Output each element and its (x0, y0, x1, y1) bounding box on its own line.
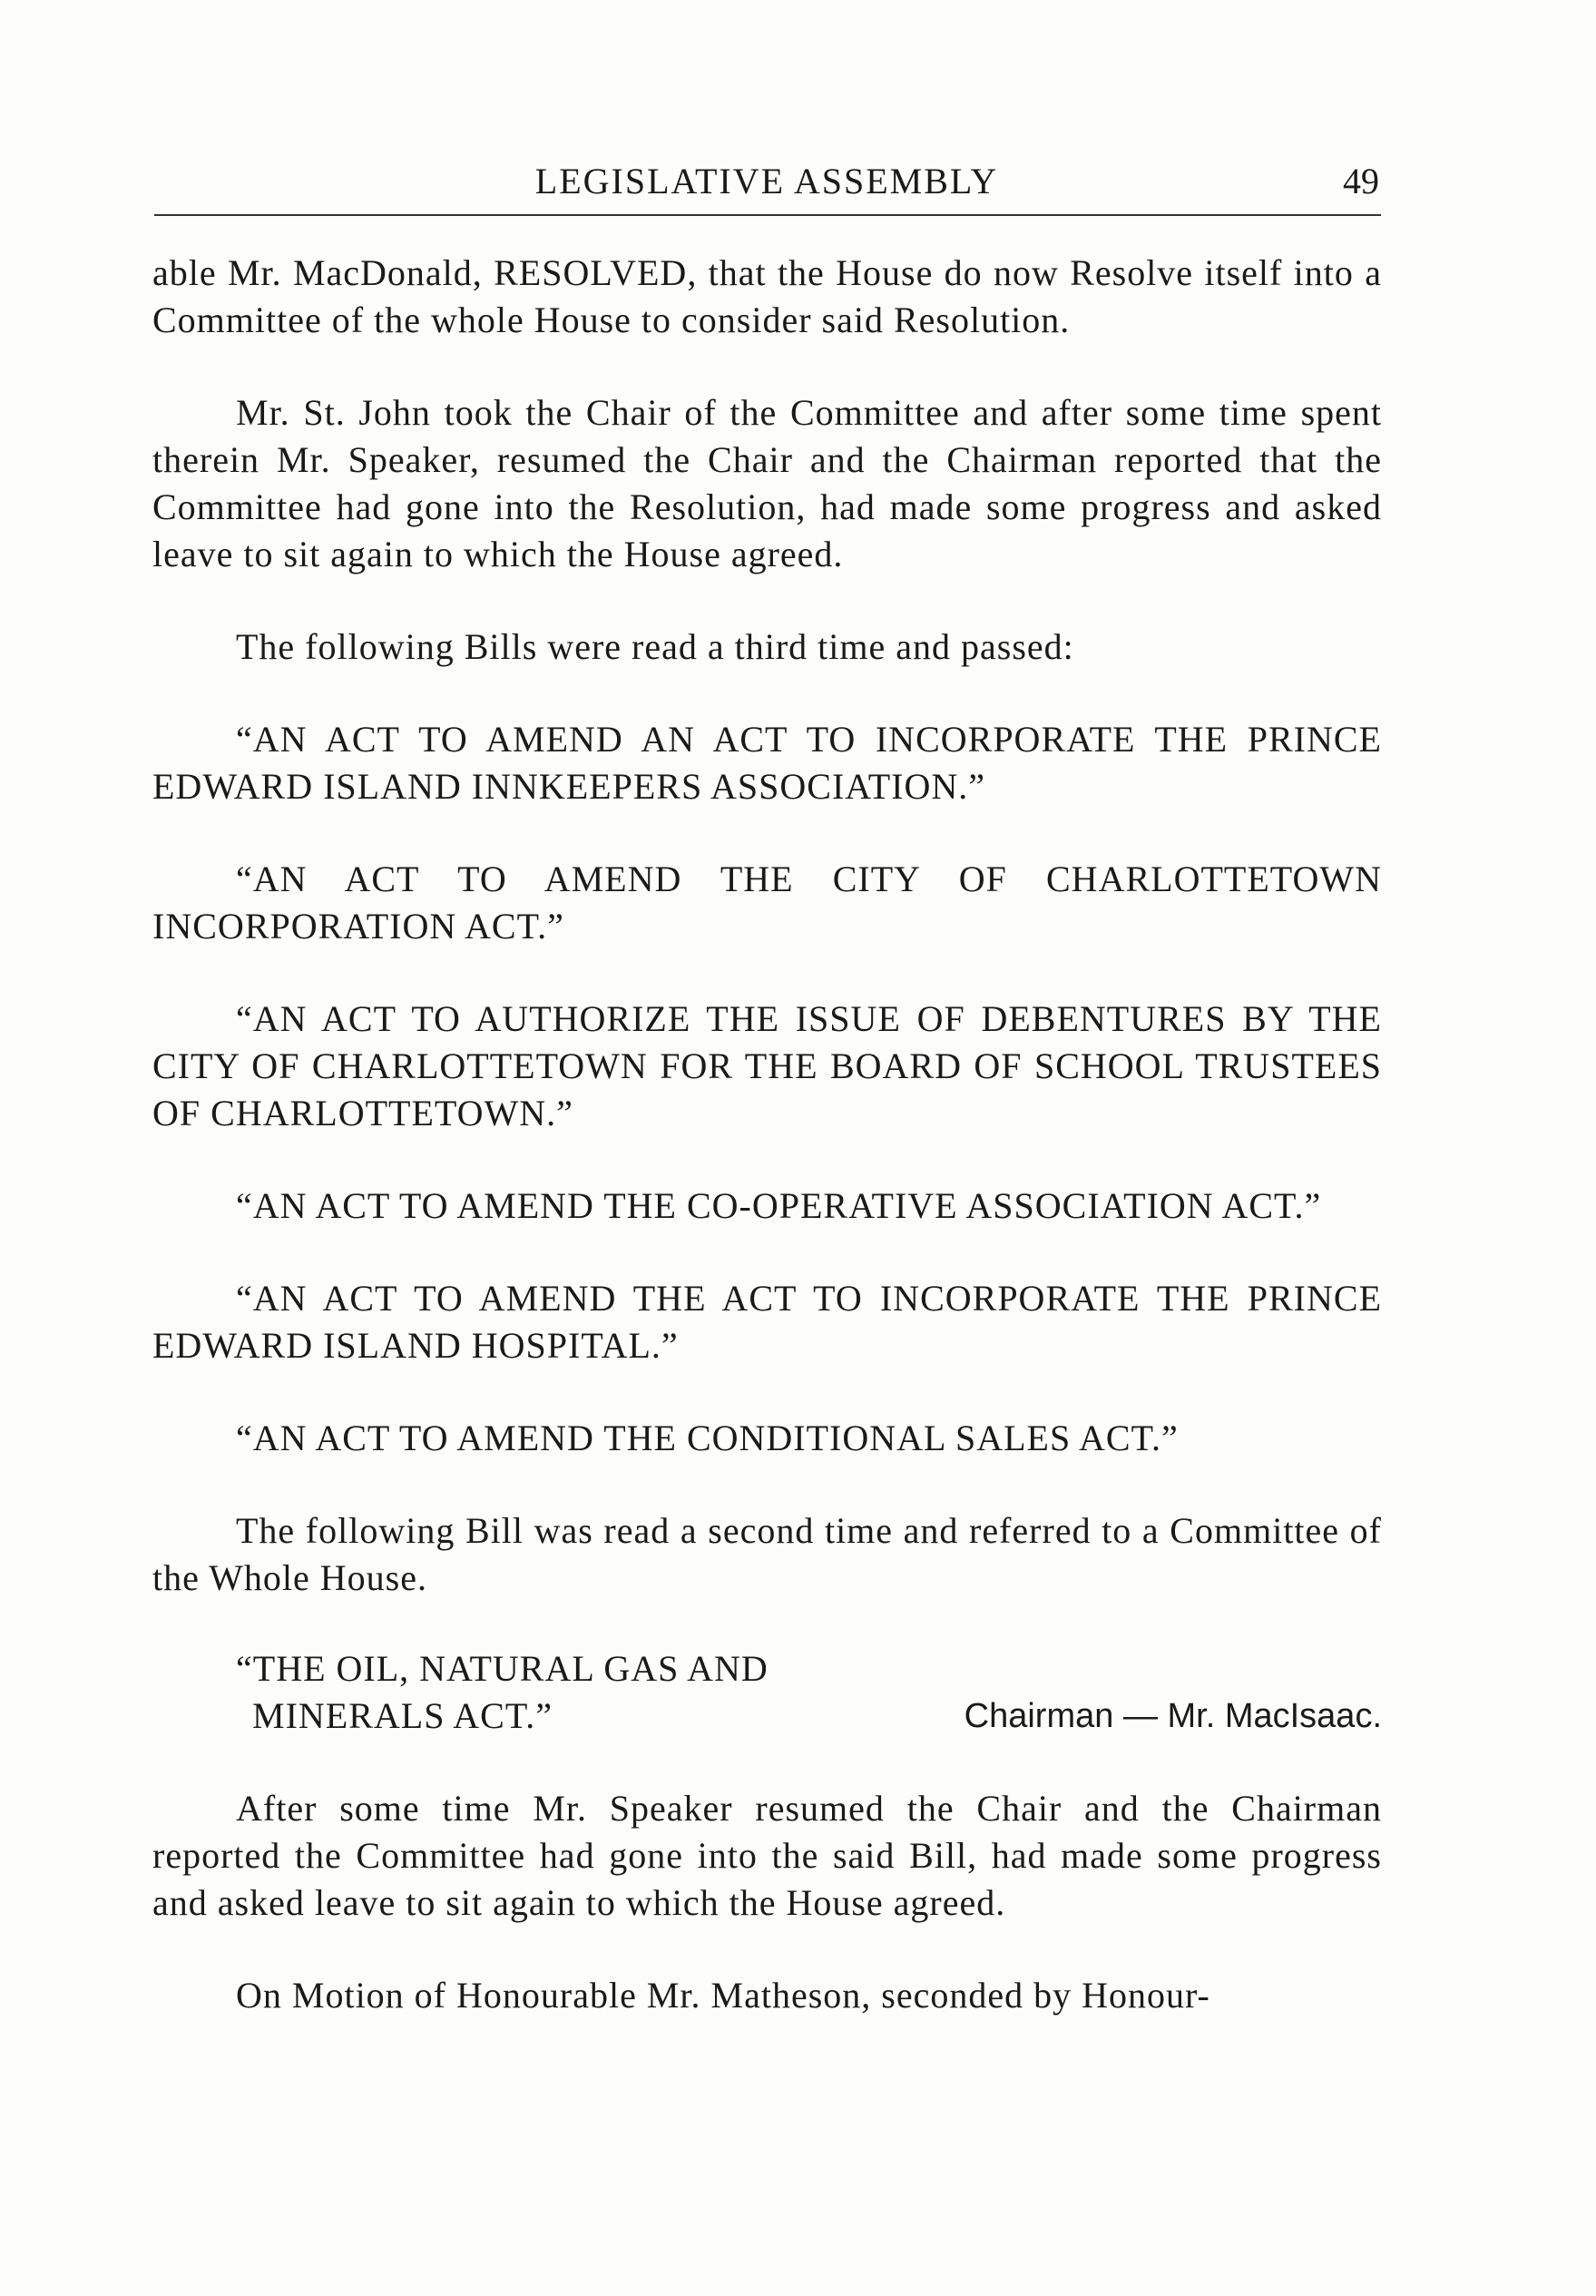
act-hospital: “AN ACT TO AMEND THE ACT TO INCORPORATE THE PRINCE EDWARD ISLAND HOSPITAL.” (152, 1278, 1382, 1366)
running-header (154, 160, 1379, 212)
bill-title-part-1: “THE OIL, NATURAL GAS AND (236, 1648, 769, 1689)
act-cooperative: “AN ACT TO AMEND THE CO-OPERATIVE ASSOCIATION ACT.” (236, 1185, 1322, 1226)
paragraph-committee-report: Mr. St. John took the Chair of the Committee and after some time spent therein Mr. Speaker, resumed the Chair and the Chairman reported that the Committee had gone into the Resolution, had made some progress and asked leave to sit again to which the House agreed. (152, 392, 1382, 574)
bill-oil-gas-minerals (152, 1645, 1382, 1740)
act-conditional-sales: “AN ACT TO AMEND THE CONDITIONAL SALES ACT.” (236, 1418, 1179, 1458)
bill-title-part-2: MINERALS ACT.” (252, 1695, 553, 1736)
paragraph-second-reading: The following Bill was read a second time and referred to a Committee of the Whole House. (152, 1510, 1382, 1598)
bill-title-line-1 (152, 1645, 1382, 1693)
paragraph-bills-intro: The following Bills were read a third time and passed: (236, 626, 1074, 667)
paragraph-chairman-report: After some time Mr. Speaker resumed the Chair and the Chairman reported the Committee had gone into the said Bill, had made some progress and asked leave to sit again to which the House agreed. (152, 1788, 1382, 1923)
bill-chairman: Chairman — Mr. MacIsaac. (964, 1697, 1382, 1735)
page-number: 49 (1343, 161, 1379, 201)
header-title: LEGISLATIVE ASSEMBLY (534, 161, 999, 201)
body-text (152, 250, 1382, 2065)
header-rule (154, 214, 1381, 216)
paragraph-resolution: able Mr. MacDonald, RESOLVED, that the House do now Resolve itself into a Committee of the whole House to consider said Resolution. (152, 252, 1382, 340)
act-charlottetown-incorporation: “AN ACT TO AMEND THE CITY OF CHARLOTTETOWN INCORPORATION ACT.” (152, 859, 1382, 947)
bill-title-line-2 (152, 1693, 1382, 1740)
act-innkeepers: “AN ACT TO AMEND AN ACT TO INCORPORATE THE PRINCE EDWARD ISLAND INNKEEPERS ASSOCIATION.” (152, 719, 1382, 807)
act-debentures: “AN ACT TO AUTHORIZE THE ISSUE OF DEBENTURES BY THE CITY OF CHARLOTTETOWN FOR THE BOARD OF SCHOOL TRUSTEES OF CHARLOTTETOWN.” (152, 998, 1382, 1133)
paragraph-motion: On Motion of Honourable Mr. Matheson, seconded by Honour- (236, 1975, 1210, 2016)
